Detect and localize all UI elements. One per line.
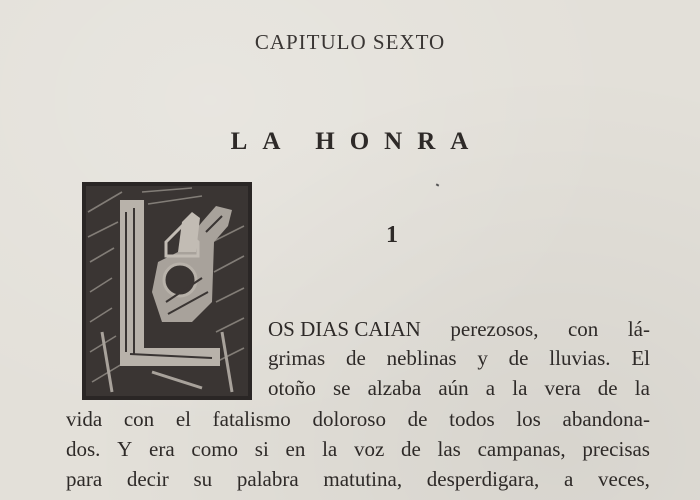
word: neblinas [386, 346, 457, 370]
word: grimas [268, 346, 326, 370]
word: para [66, 467, 103, 491]
word: fatalismo [212, 407, 291, 431]
word: doloroso [312, 407, 386, 431]
word: era [149, 437, 175, 461]
word: otoño [268, 376, 316, 400]
text-line [66, 434, 650, 464]
word: lá- [627, 317, 650, 341]
text-line [268, 343, 650, 373]
word: si [254, 437, 269, 461]
word: palabra [236, 467, 299, 491]
word: veces, [598, 467, 650, 491]
word: perezosos, [450, 317, 539, 341]
word: aún [438, 376, 469, 400]
word: la [512, 376, 528, 400]
word: la [322, 437, 338, 461]
word: de [345, 346, 366, 370]
word: vera [544, 376, 581, 400]
word: alzaba [367, 376, 422, 400]
word: campanas, [477, 437, 566, 461]
word: la [634, 376, 650, 400]
word: El [631, 346, 650, 370]
text-line [66, 404, 650, 434]
word: a [564, 467, 574, 491]
word: matutina, [323, 467, 403, 491]
word: de [508, 346, 529, 370]
word: de [400, 437, 421, 461]
word: todos [449, 407, 495, 431]
word: de [597, 376, 618, 400]
word: abandona- [562, 407, 650, 431]
word: OS DIAS CAIAN [268, 317, 421, 341]
chapter-title: LA HONRA [230, 128, 484, 155]
woodcut-drop-cap-l-image [82, 182, 252, 400]
word: precisas [582, 437, 650, 461]
word: desperdigara, [426, 467, 540, 491]
chapter-heading: CAPITULO SEXTO [254, 30, 446, 54]
word: vida [66, 407, 103, 431]
section-number: 1 [386, 222, 398, 248]
word: en [285, 437, 306, 461]
word: con [123, 407, 155, 431]
word: se [332, 376, 351, 400]
text-line [268, 314, 650, 344]
word: voz [353, 437, 385, 461]
word: decir [126, 467, 169, 491]
word: lluvias. [549, 346, 611, 370]
word: de [407, 407, 428, 431]
word: y [477, 346, 488, 370]
word: dos. [66, 437, 101, 461]
word: las [437, 437, 461, 461]
word: como [191, 437, 239, 461]
word: los [516, 407, 541, 431]
word: con [567, 317, 599, 341]
ink-speck [436, 183, 440, 186]
word: a [485, 376, 496, 400]
text-line [268, 373, 650, 403]
word: el [175, 407, 191, 431]
text-line [66, 464, 650, 494]
word: su [193, 467, 213, 491]
word: Y [117, 437, 133, 461]
